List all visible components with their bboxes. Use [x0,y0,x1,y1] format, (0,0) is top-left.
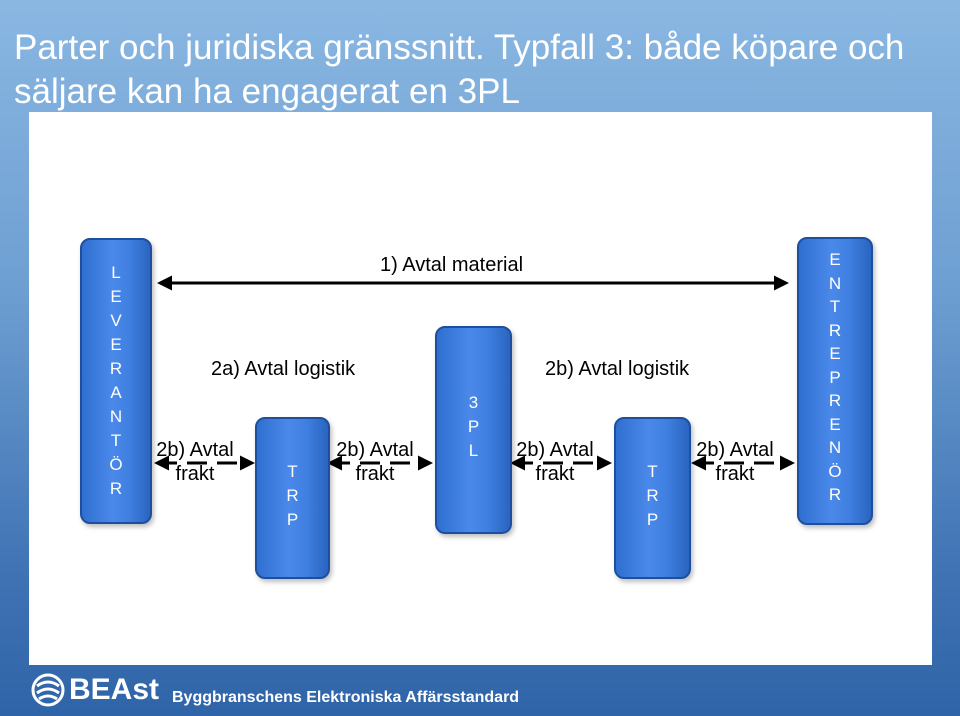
footer-tagline: Byggbranschens Elektroniska Affärsstandard [172,689,520,706]
freight-2-line2: frakt [355,463,395,485]
freight-agreement-4-label [690,438,780,486]
material-agreement-label: 1) Avtal material [380,254,524,276]
freight-agreement-2-label [330,438,420,486]
freight-4-line2: frakt [715,463,755,485]
freight-3-line2: frakt [535,463,575,485]
slide-title: Parter och juridiska gränssnitt. Typfall 3: både köpare och säljare kan ha engagerat en 3PL [14,28,905,111]
leverantor-label: L E V E R A N T Ö R [109,263,123,498]
trp-right-label: T R P [646,462,659,529]
leverantor-box [80,238,152,524]
beast-logo-text: BEAst [69,673,160,706]
freight-agreement-1-label [150,438,240,486]
freight-1-line1: 2b) Avtal [156,439,234,461]
freight-agreement-3-label [510,438,600,486]
trp-right-box [614,417,691,579]
trp-left-box [255,417,330,579]
logistics-agreement-b-label: 2b) Avtal logistik [545,358,690,380]
freight-4-line1: 2b) Avtal [696,439,774,461]
entreprenor-box [797,237,873,525]
freight-1-line2: frakt [175,463,215,485]
trp-left-label: T R P [286,462,299,529]
entreprenor-label: E N T R E P R E N Ö R [828,250,842,504]
freight-2-line1: 2b) Avtal [336,439,414,461]
beast-logo-icon [31,673,65,707]
tpl-label: 3 P L [467,393,480,460]
logistics-agreement-a-label: 2a) Avtal logistik [211,358,356,380]
freight-3-line1: 2b) Avtal [516,439,594,461]
beast-logo [31,668,159,712]
tpl-box [435,326,512,534]
